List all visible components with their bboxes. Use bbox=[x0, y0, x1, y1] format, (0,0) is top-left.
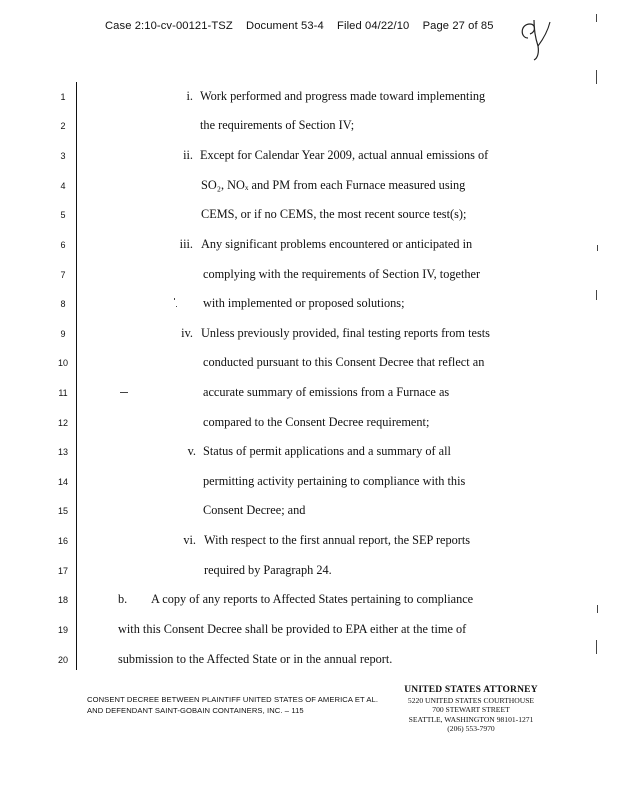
item-text-line: Except for Calendar Year 2009, actual annual emissions of bbox=[200, 148, 489, 162]
item-numeral: i. bbox=[186, 89, 193, 103]
handwritten-initial-mark bbox=[514, 16, 554, 62]
scan-speck bbox=[596, 640, 597, 654]
item-text-line: With respect to the first annual report, the SEP reports bbox=[204, 533, 471, 547]
item-numeral: iv. bbox=[181, 326, 193, 340]
paragraph-text-line: A copy of any reports to Affected States pertaining to compliance bbox=[151, 592, 474, 606]
line-number: 4 bbox=[60, 181, 66, 191]
item-text-line: Status of permit applications and a summary of all bbox=[203, 444, 451, 458]
footer-caption-line: CONSENT DECREE BETWEEN PLAINTIFF UNITED STATES OF AMERICA ET AL. bbox=[87, 695, 379, 704]
item-numeral: ii. bbox=[183, 148, 193, 162]
item-text-line: CEMS, or if no CEMS, the most recent source test(s); bbox=[201, 207, 467, 221]
item-text-line: the requirements of Section IV; bbox=[200, 118, 355, 132]
scan-speck bbox=[596, 290, 597, 300]
address-line: 5220 UNITED STATES COURTHOUSE bbox=[407, 695, 535, 705]
paragraph-text-line: submission to the Affected State or in the annual report. bbox=[118, 652, 393, 666]
line-number: 7 bbox=[60, 270, 66, 280]
line-number: 5 bbox=[60, 210, 66, 220]
attorney-office-block bbox=[386, 686, 556, 734]
scan-speck bbox=[120, 392, 128, 393]
page-count: Page 27 of 85 bbox=[422, 20, 494, 32]
paragraph-label: b. bbox=[118, 592, 128, 606]
line-number: 16 bbox=[57, 536, 68, 546]
case-header bbox=[105, 20, 525, 32]
item-text-line: Unless previously provided, final testing reports from tests bbox=[201, 326, 490, 340]
scan-speck bbox=[596, 14, 597, 22]
case-number: Case 2:10-cv-00121-TSZ bbox=[105, 20, 233, 32]
item-text-line: Consent Decree; and bbox=[203, 503, 306, 517]
line-number: 1 bbox=[60, 92, 66, 102]
line-number: 8 bbox=[60, 299, 66, 309]
scan-speck bbox=[174, 298, 175, 300]
line-number: 9 bbox=[60, 329, 66, 339]
address-line: SEATTLE, WASHINGTON 98101-1271 bbox=[408, 714, 534, 724]
phone-number: (206) 553-7970 bbox=[447, 724, 495, 733]
line-number: 19 bbox=[57, 625, 68, 635]
item-text-line: accurate summary of emissions from a Furnace as bbox=[203, 385, 450, 399]
line-number: 20 bbox=[57, 655, 68, 665]
item-text-line: SO₂, NOₓ and PM from each Furnace measured using bbox=[201, 178, 466, 192]
item-text-line: conducted pursuant to this Consent Decree that reflect an bbox=[203, 355, 485, 369]
line-number: 3 bbox=[60, 151, 66, 161]
document-number: Document 53-4 bbox=[246, 20, 324, 32]
item-numeral: vi. bbox=[183, 533, 196, 547]
item-numeral: v. bbox=[187, 444, 196, 458]
line-number: 12 bbox=[57, 418, 68, 428]
line-number: 14 bbox=[57, 477, 68, 487]
line-number: 15 bbox=[57, 506, 68, 516]
line-number: 13 bbox=[57, 447, 68, 457]
pleading-margin-rule bbox=[76, 82, 77, 670]
item-text-line: permitting activity pertaining to compliance with this bbox=[203, 474, 466, 488]
item-numeral: iii. bbox=[179, 237, 193, 251]
item-text-line: complying with the requirements of Section IV, together bbox=[203, 267, 481, 281]
scan-speck bbox=[597, 245, 598, 251]
footer-caption-line: AND DEFENDANT SAINT-GOBAIN CONTAINERS, INC. – 115 bbox=[87, 706, 304, 715]
footer-caption bbox=[87, 694, 378, 716]
filed-date: Filed 04/22/10 bbox=[337, 20, 410, 32]
item-text-line: required by Paragraph 24. bbox=[204, 563, 332, 577]
item-text-line: with implemented or proposed solutions; bbox=[203, 296, 405, 310]
office-name: UNITED STATES ATTORNEY bbox=[404, 685, 538, 695]
scan-speck bbox=[596, 70, 597, 84]
line-number: 18 bbox=[57, 595, 68, 605]
line-number: 6 bbox=[60, 240, 66, 250]
item-text-line: Work performed and progress made toward implementing bbox=[200, 89, 486, 103]
address-line: 700 STEWART STREET bbox=[432, 705, 510, 714]
line-number: 11 bbox=[58, 388, 68, 398]
line-number: 17 bbox=[57, 566, 68, 576]
line-number: 10 bbox=[57, 358, 68, 368]
item-text-line: compared to the Consent Decree requirement; bbox=[203, 415, 430, 429]
paragraph-text-line: with this Consent Decree shall be provided to EPA either at the time of bbox=[118, 622, 467, 636]
line-number: 2 bbox=[60, 121, 66, 131]
scan-speck bbox=[176, 306, 177, 307]
item-text-line: Any significant problems encountered or anticipated in bbox=[201, 237, 473, 251]
scan-speck bbox=[597, 605, 598, 613]
